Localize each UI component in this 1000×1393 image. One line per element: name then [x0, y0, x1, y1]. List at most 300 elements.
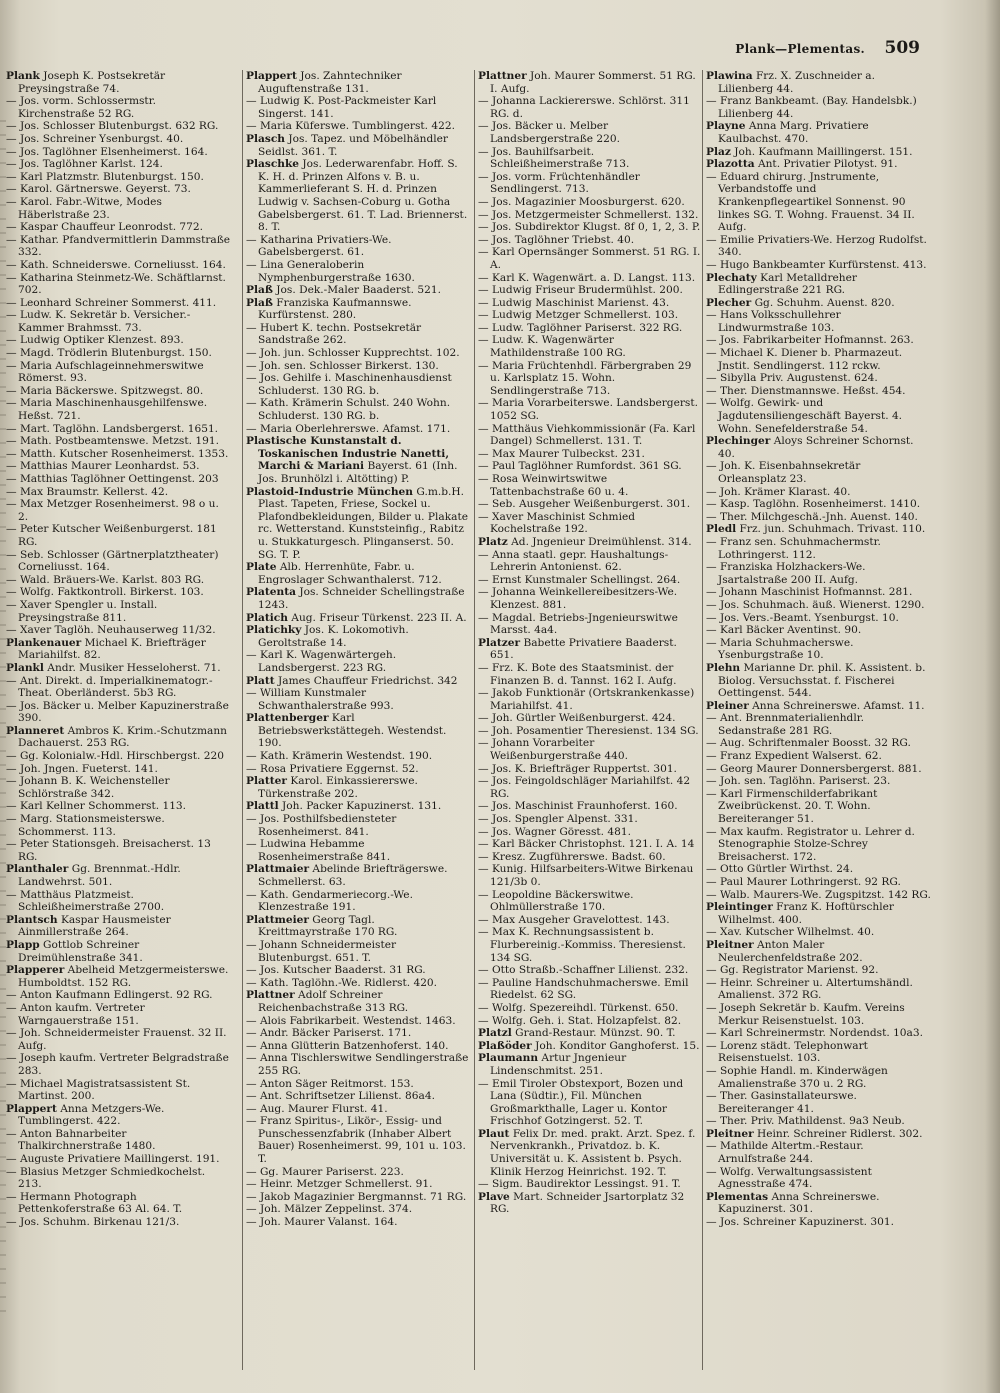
directory-entry — [706, 385, 931, 398]
directory-entry — [706, 523, 931, 536]
directory-entry — [6, 1191, 231, 1216]
entry-details: — Jos. Bäcker u. Melber Kapuzinerstraße 390. — [6, 699, 229, 725]
directory-entry — [6, 549, 231, 574]
directory-entry — [6, 725, 231, 750]
directory-entry — [706, 939, 931, 964]
directory-entry — [478, 926, 703, 964]
entry-details: Gottlob Schreiner Dreimühlenstraße 341. — [18, 938, 143, 964]
directory-entry — [706, 977, 931, 1002]
directory-entry — [706, 763, 931, 776]
directory-entry — [246, 234, 471, 259]
directory-entry — [706, 347, 931, 372]
entry-details: Artur Jngenieur Lindenschmitst. 251. — [490, 1052, 627, 1077]
entry-surname: Plapperer — [6, 964, 65, 977]
directory-entry — [706, 1002, 931, 1027]
entry-surname: Platzer — [478, 636, 521, 649]
entry-surname: Pleintinger — [706, 901, 773, 914]
entry-details: — Johann B. K. Weichensteller Schlörstraße 342. — [6, 775, 170, 800]
directory-entry — [478, 297, 703, 310]
entry-details: — Kath. Gendarmeriecorg.-We. Klenzestraße 191. — [246, 888, 413, 914]
directory-entry — [6, 889, 231, 914]
entry-details: Heinr. Schreiner Ridlerst. 302. — [753, 1127, 923, 1140]
entry-details: — Rosa Privatiere Eggernst. 52. — [246, 762, 419, 775]
entry-details: — Gg. Maurer Pariserst. 223. — [246, 1165, 404, 1178]
directory-entry — [706, 1090, 931, 1115]
directory-entry — [246, 989, 471, 1014]
entry-details: — Emilie Privatiers-We. Herzog Rudolfst. 340. — [706, 233, 927, 259]
directory-entry — [246, 435, 471, 485]
entry-details: — Joh. Maurer Valanst. 164. — [246, 1216, 398, 1229]
entry-details: — Johanna Weinkellereibesitzers-We. Klenzest. 881. — [478, 586, 678, 611]
entry-details: Anna Schreinerswe. Kapuzinerst. 301. — [718, 1190, 880, 1216]
entry-details: — Karl Opernsänger Sommerst. 51 RG. I. A. — [478, 246, 701, 271]
directory-entry — [6, 1128, 231, 1153]
entry-details: — Ant. Schriftsetzer Lilienst. 86a4. — [246, 1090, 435, 1103]
directory-entry — [478, 511, 703, 536]
entry-details: — Wolfg. Gewirk- und Jagdutensiliengeschäft Bayerst. 4. Wohn. Senefelderstraße 54. — [706, 397, 903, 435]
directory-entry — [246, 1052, 471, 1077]
directory-entry — [478, 637, 703, 662]
entry-details: — Maria Früchtenhdl. Färbergraben 29 u. Karlsplatz 15. Wohn. Sendlingerstraße 713. — [478, 359, 692, 397]
entry-details: — Karl K. Wagenwärtergeh. Landsbergerst. 223 RG. — [246, 649, 397, 674]
directory-entry — [246, 70, 471, 95]
entry-details: Aug. Friseur Türkenst. 223 II. A. — [287, 611, 467, 624]
directory-entry — [246, 423, 471, 436]
entry-surname: Plaut — [478, 1127, 510, 1140]
entry-details: — Anton Kaufmann Edlingerst. 92 RG. — [6, 989, 213, 1002]
entry-details: Joh. Packer Kapuzinerst. 131. — [278, 800, 442, 813]
entry-details: — Jos. K. Briefträger Ruppertst. 301. — [478, 762, 677, 775]
entry-details: — Jos. Wagner Göresst. 481. — [478, 825, 631, 838]
entry-details: — Max Ausgeher Gravelottest. 143. — [478, 913, 670, 926]
entry-details: — Jos. Posthilfsbediensteter Rosenheimerst. 841. — [246, 813, 397, 838]
entry-details: — Wald. Bräuers-We. Karlst. 803 RG. — [6, 573, 205, 586]
directory-entry — [706, 95, 931, 120]
entry-details: — Kath. Krämerin Westendst. 190. — [246, 750, 433, 763]
entry-details: — Ludw. K. Sekretär b. Versicher.-Kammer Brahmsst. 73. — [6, 309, 191, 334]
entry-details: — Maria Schuhmacherswe. Ysenburgstraße 10. — [706, 636, 854, 662]
entry-details: — Jakob Magazinier Bergmannst. 71 RG. — [246, 1190, 467, 1203]
column-rule — [242, 70, 243, 1370]
entry-details: — Joh. Mälzer Zeppelinst. 374. — [246, 1203, 413, 1216]
entry-details: Grand-Restaur. Münzst. 90. T. — [511, 1027, 676, 1040]
entry-details: — Joh. jun. Schlosser Kupprechtst. 102. — [246, 347, 460, 360]
directory-entry — [246, 1078, 471, 1091]
directory-entry — [706, 511, 931, 524]
directory-entry — [706, 750, 931, 763]
entry-details: Jos. Tapez. und Möbelhändler Seidlst. 361. T. — [258, 132, 448, 158]
directory-entry — [478, 95, 703, 120]
entry-surname: Plappert — [6, 1102, 57, 1115]
directory-entry — [246, 1203, 471, 1216]
entry-details: Jos. K. Lokomotivh. Geroltstraße 14. — [258, 624, 409, 649]
directory-entry — [6, 838, 231, 863]
entry-details: — Aug. Maurer Flurst. 41. — [246, 1102, 388, 1115]
directory-entry — [706, 259, 931, 272]
entry-details: — Alois Fabrikarbeit. Westendst. 1463. — [246, 1014, 456, 1027]
entry-details: — Gg. Kolonialw.-Hdl. Hirschbergst. 220 — [6, 750, 224, 763]
entry-surname: Plattmeier — [246, 913, 309, 926]
entry-details: Alb. Herrenhüte, Fabr. u. Engroslager Schwanthalerst. 712. — [258, 561, 442, 586]
directory-entry — [706, 146, 931, 159]
entry-details: — Jos. Gehilfe i. Maschinenhausdienst Schluderst. 130 RG. b. — [246, 372, 452, 397]
directory-entry — [6, 1166, 231, 1191]
entry-details: — Heinr. Metzger Schmellerst. 91. — [246, 1178, 433, 1191]
entry-details: — Anna Glütterin Batzenhoferst. 140. — [246, 1039, 449, 1052]
directory-entry — [6, 259, 231, 272]
entry-details: — Leopoldine Bäckerswitwe. Ohlmüllerstraße 170. — [478, 888, 634, 914]
directory-entry — [246, 120, 471, 133]
directory-entry — [6, 347, 231, 360]
directory-entry — [706, 435, 931, 460]
directory-entry — [6, 989, 231, 1002]
entry-details: Karl Metalldreher Edlingerstraße 221 RG. — [718, 271, 857, 297]
entry-details: — Seb. Ausgeher Weißenburgerst. 301. — [478, 498, 691, 511]
directory-entry — [6, 1103, 231, 1128]
entry-details: — Jos. Kutscher Baaderst. 31 RG. — [246, 964, 426, 977]
entry-surname: Plechaty — [706, 271, 757, 284]
directory-entry — [6, 435, 231, 448]
entry-details: — Mathilde Altertm.-Restaur. Arnulfstraße 244. — [706, 1140, 864, 1166]
directory-entry — [706, 1216, 931, 1229]
directory-entry — [478, 322, 703, 335]
entry-details: — Peter Kutscher Weißenburgerst. 181 RG. — [6, 523, 217, 548]
entry-surname: Plate — [246, 561, 277, 574]
entry-details: Joh. Konditor Ganghoferst. 15. — [531, 1039, 700, 1052]
directory-entry — [6, 272, 231, 297]
entry-details: — Karl Platzmstr. Blutenburgst. 150. — [6, 170, 204, 183]
entry-details: — Karl Bäcker Aventinst. 90. — [706, 624, 862, 637]
directory-entry — [6, 599, 231, 624]
entry-details: — Max K. Rechnungsassistent b. Flurbereinig.-Kommiss. Theresienst. 134 SG. — [478, 926, 686, 964]
directory-entry — [706, 460, 931, 485]
directory-entry — [478, 851, 703, 864]
entry-details: — Joh. Schneidermeister Frauenst. 32 II. Aufg. — [6, 1027, 227, 1052]
directory-entry — [6, 775, 231, 800]
directory-entry — [6, 397, 231, 422]
entry-details: Marianne Dr. phil. K. Assistent. b. Biolog. Versuchsstat. f. Fischerei Oettingenst. 544. — [718, 661, 926, 700]
entry-details: Abelinde Briefträgerswe. Schmellerst. 63. — [258, 863, 448, 888]
entry-details: — Johanna Lackiererswe. Schlörst. 311 RG. d. — [478, 95, 690, 120]
directory-entry — [6, 234, 231, 259]
entry-details: — Jos. Bauhilfsarbeit. Schleißheimerstraße 713. — [478, 145, 630, 171]
entry-details: — Jos. Feingoldschläger Mariahilfst. 42 RG. — [478, 775, 691, 800]
entry-details: — Joh. Krämer Klarast. 40. — [706, 485, 851, 498]
entry-details: — Frz. K. Bote des Staatsminist. der Finanzen B. d. Tannst. 162 I. Aufg. — [478, 661, 677, 687]
entry-details: — Sigm. Baudirektor Lessingst. 91. T. — [478, 1178, 681, 1191]
entry-details: — Matth. Kutscher Rosenheimerst. 1353. — [6, 447, 229, 460]
directory-entry — [246, 939, 471, 964]
directory-columns — [6, 70, 931, 1380]
column-4 — [706, 70, 931, 1380]
entry-details: — Max kaufm. Registrator u. Lehrer d. Stenographie Stolze-Schrey Breisacherst. 172. — [706, 825, 915, 863]
directory-entry — [246, 133, 471, 158]
directory-entry — [478, 397, 703, 422]
directory-entry — [478, 737, 703, 762]
directory-entry — [478, 763, 703, 776]
entry-details: — Johann Schneidermeister Blutenburgst. 651. T. — [246, 938, 397, 964]
directory-entry — [478, 460, 703, 473]
directory-entry — [246, 800, 471, 813]
directory-entry — [706, 1128, 931, 1141]
entry-details: — Jos. Schreiner Kapuzinerst. 301. — [706, 1216, 894, 1229]
directory-entry — [706, 1191, 931, 1216]
directory-entry — [706, 700, 931, 713]
directory-entry — [246, 1027, 471, 1040]
directory-entry — [706, 1166, 931, 1191]
entry-surname: Plaß — [246, 296, 273, 309]
entry-details: — Jos. vorm. Schlossermstr. Kirchenstraße 52 RG. — [6, 95, 156, 120]
directory-entry — [706, 637, 931, 662]
directory-entry — [478, 775, 703, 800]
directory-entry — [246, 486, 471, 562]
entry-details: — Anton Säger Reitmorst. 153. — [246, 1077, 414, 1090]
entry-details: Mart. Schneider Jsartorplatz 32 RG. — [490, 1190, 685, 1216]
entry-details: — Seb. Schlosser (Gärtnerplatztheater) Corneliusst. 164. — [6, 548, 219, 574]
entry-details: — Georg Maurer Donnersbergerst. 881. — [706, 762, 922, 775]
directory-entry — [246, 1216, 471, 1229]
entry-details: — Kresz. Zugführerswe. Badst. 60. — [478, 850, 666, 863]
directory-entry — [6, 133, 231, 146]
directory-entry — [246, 284, 471, 297]
entry-details: — Anna staatl. gepr. Haushaltungs-Lehrerin Antonienst. 62. — [478, 548, 669, 574]
entry-details: — Jos. vorm. Früchtenhändler Sendlingerst. 713. — [478, 170, 640, 196]
entry-details: — Maria Aufschlageinnehmerswitwe Römerst. 93. — [6, 359, 204, 385]
entry-details: — Marg. Stationsmeisterswe. Schommerst. 113. — [6, 813, 165, 838]
directory-entry — [478, 800, 703, 813]
directory-entry — [478, 1052, 703, 1077]
page-number: 509 — [884, 38, 920, 58]
entry-surname: Plastoid-Industrie München — [246, 485, 413, 498]
directory-entry — [706, 372, 931, 385]
entry-details: — Ludw. K. Wagenwärter Mathildenstraße 100 RG. — [478, 334, 626, 360]
directory-entry — [706, 70, 931, 95]
entry-details: — Ludwig Optiker Klenzest. 893. — [6, 334, 184, 347]
directory-entry — [706, 1040, 931, 1065]
directory-entry — [706, 788, 931, 826]
directory-entry — [478, 813, 703, 826]
entry-surname: Plankenauer — [6, 636, 82, 649]
directory-entry — [6, 914, 231, 939]
directory-entry — [478, 725, 703, 738]
directory-entry — [478, 549, 703, 574]
directory-entry — [478, 196, 703, 209]
directory-entry — [706, 826, 931, 864]
directory-entry — [6, 624, 231, 637]
entry-details: — Leonhard Schreiner Sommerst. 411. — [6, 296, 217, 309]
entry-details: — Ludwig Friseur Brudermühlst. 200. — [478, 284, 683, 297]
entry-surname: Plattenberger — [246, 712, 329, 725]
entry-surname: Pleiner — [706, 699, 749, 712]
directory-entry — [706, 120, 931, 145]
entry-details: Franziska Kaufmannswe. Kurfürstenst. 280. — [258, 296, 412, 322]
running-head: Plank—Plementas. — [735, 42, 865, 56]
entry-surname: Plecher — [706, 296, 752, 309]
directory-entry — [706, 712, 931, 737]
directory-entry — [6, 221, 231, 234]
entry-surname: Pleitner — [706, 938, 754, 951]
directory-entry — [478, 1002, 703, 1015]
directory-entry — [478, 838, 703, 851]
directory-entry — [246, 1115, 471, 1165]
entry-details: — Hans Volksschullehrer Lindwurmstraße 103. — [706, 309, 841, 334]
entry-details: — Kath. Schneiderswe. Corneliusst. 164. — [6, 258, 226, 271]
directory-entry — [6, 171, 231, 184]
entry-details: — Gg. Registrator Marienst. 92. — [706, 964, 879, 977]
directory-entry — [706, 234, 931, 259]
page-header — [0, 36, 1000, 62]
entry-details: Georg Tagl. Kreittmayrstraße 170 RG. — [258, 913, 398, 939]
directory-entry — [478, 914, 703, 927]
directory-entry — [246, 1040, 471, 1053]
directory-entry — [478, 574, 703, 587]
entry-details: Ambros K. Krim.-Schutzmann Dachauerst. 253 RG. — [18, 724, 227, 750]
entry-details: James Chauffeur Friedrichst. 342 — [274, 674, 458, 687]
entry-details: Jos. Schneider Schellingstraße 1243. — [258, 586, 465, 611]
directory-entry — [706, 612, 931, 625]
entry-details: — Michael K. Diener b. Pharmazeut. Jnstit. Sendlingerst. 112 rckw. — [706, 347, 903, 372]
directory-entry — [478, 536, 703, 549]
entry-details: Joh. Maurer Sommerst. 51 RG. I. Aufg. — [490, 70, 696, 95]
directory-entry — [6, 1078, 231, 1103]
directory-entry — [246, 813, 471, 838]
entry-details: — Jos. Magazinier Moosburgerst. 620. — [478, 195, 685, 208]
directory-entry — [6, 70, 231, 95]
entry-details: Abelheid Metzgermeisterswe. Humboldtst. 152 RG. — [18, 964, 229, 989]
directory-entry — [478, 1178, 703, 1191]
directory-entry — [246, 561, 471, 586]
entry-details: — Jos. Schlosser Blutenburgst. 632 RG. — [6, 120, 219, 133]
entry-details: — Ludwig Maschinist Marienst. 43. — [478, 296, 670, 309]
entry-details: — Ludw. Taglöhner Pariserst. 322 RG. — [478, 321, 683, 334]
entry-surname: Platzl — [478, 1027, 512, 1040]
entry-details: — Michael Magistratsassistent St. Martinst. 200. — [6, 1077, 191, 1103]
entry-details: — Jos. Taglöhner Elsenheimerst. 164. — [6, 145, 208, 158]
directory-entry — [246, 360, 471, 373]
directory-entry — [478, 209, 703, 222]
directory-entry — [478, 612, 703, 637]
entry-details: Franz K. Hoftürschler Wilhelmst. 400. — [718, 901, 894, 926]
directory-entry — [478, 448, 703, 461]
directory-entry — [6, 813, 231, 838]
directory-entry — [478, 360, 703, 398]
directory-entry — [478, 863, 703, 888]
entry-details: — Jos. Schuhmach. äuß. Wienerst. 1290. — [706, 598, 925, 611]
entry-details: — Kasp. Taglöhn. Rosenheimerst. 1410. — [706, 498, 921, 511]
entry-details: — Ant. Direkt. d. Imperialkinematogr.-Theat. Oberländerst. 5b3 RG. — [6, 674, 213, 700]
directory-entry — [246, 675, 471, 688]
directory-entry — [6, 750, 231, 763]
directory-entry — [706, 498, 931, 511]
entry-details: — Maria Maschinenhausgehilfenswe. Heßst. 721. — [6, 397, 208, 423]
entry-details: Karol. Einkassiererswe. Türkenstraße 202. — [258, 775, 418, 800]
entry-surname: Plaßöder — [478, 1039, 532, 1052]
entry-details: — Matthias Maurer Leonhardst. 53. — [6, 460, 200, 473]
entry-surname: Planthaler — [6, 863, 69, 876]
entry-details: — Ernst Kunstmaler Schellingst. 264. — [478, 573, 681, 586]
directory-entry — [6, 360, 231, 385]
directory-entry — [478, 712, 703, 725]
entry-surname: Plaß — [246, 284, 273, 297]
directory-entry — [6, 675, 231, 700]
entry-details: — Paul Taglöhner Rumfordst. 361 SG. — [478, 460, 682, 473]
entry-details: — Jos. Taglöhner Karlst. 124. — [6, 158, 163, 171]
entry-details: — Hubert K. techn. Postsekretär Sandstraße 262. — [246, 321, 422, 347]
entry-details: Gg. Schuhm. Auenst. 820. — [751, 296, 895, 309]
entry-details: — Maria Oberlehrerswe. Afamst. 171. — [246, 422, 451, 435]
directory-entry — [246, 1166, 471, 1179]
directory-entry — [706, 486, 931, 499]
directory-entry — [706, 536, 931, 561]
entry-details: — Mart. Taglöhn. Landsbergerst. 1651. — [6, 422, 219, 435]
entry-surname: Planneret — [6, 724, 65, 737]
directory-entry — [706, 309, 931, 334]
entry-details: — Xaver Taglöh. Neuhauserweg 11/32. — [6, 624, 216, 637]
directory-entry — [706, 158, 931, 171]
directory-entry — [706, 662, 931, 700]
entry-details: — Katharina Steinmetz-We. Schäftlarnst. 702. — [6, 271, 226, 297]
entry-details: — Karl K. Wagenwärt. a. D. Langst. 113. — [478, 271, 696, 284]
directory-entry — [6, 146, 231, 159]
entry-details: Anna Marg. Privatiere Kaulbachst. 470. — [718, 120, 869, 145]
entry-surname: Platter — [246, 775, 287, 788]
directory-entry — [706, 272, 931, 297]
directory-entry — [478, 284, 703, 297]
entry-details: — Peter Stationsgeh. Breisacherst. 13 RG. — [6, 838, 211, 863]
entry-details: — Kath. Taglöhn.-We. Ridlerst. 420. — [246, 976, 438, 989]
directory-entry — [246, 964, 471, 977]
entry-surname: Plaz — [706, 145, 731, 158]
entry-details: Anna Schreinerswe. Afamst. 11. — [748, 699, 925, 712]
directory-entry — [246, 1015, 471, 1028]
entry-details: — Kunig. Hilfsarbeiters-Witwe Birkenau 121/3b 0. — [478, 863, 694, 888]
directory-entry — [6, 385, 231, 398]
entry-details: — Lorenz städt. Telephonwart Reisenstuelst. 103. — [706, 1039, 868, 1065]
entry-details: — Franziska Holzhackers-We. Jsartalstraße 200 II. Aufg. — [706, 561, 866, 586]
entry-surname: Plaschke — [246, 158, 300, 171]
entry-details: — Joh. sen. Taglöhn. Pariserst. 23. — [706, 775, 891, 788]
directory-entry — [478, 1191, 703, 1216]
entry-details: — Jos. Schuhm. Birkenau 121/3. — [6, 1216, 180, 1229]
directory-entry — [6, 1216, 231, 1229]
entry-details: — Jos. Bäcker u. Melber Landsbergerstraße 220. — [478, 120, 620, 145]
directory-entry — [6, 574, 231, 587]
entry-details: Aloys Schreiner Schornst. 40. — [718, 435, 914, 460]
directory-entry — [706, 624, 931, 637]
entry-surname: Plappert — [246, 70, 297, 82]
directory-entry — [6, 460, 231, 473]
directory-entry — [246, 889, 471, 914]
entry-details: — Sibylla Priv. Augustenst. 624. — [706, 372, 878, 385]
entry-details: — Wolfg. Faktkontroll. Birkerst. 103. — [6, 586, 204, 599]
directory-entry — [706, 876, 931, 889]
directory-entry — [706, 561, 931, 586]
entry-surname: Playne — [706, 120, 746, 133]
entry-details: — Wolfg. Spezereihdl. Türkenst. 650. — [478, 1001, 679, 1014]
directory-entry — [6, 183, 231, 196]
entry-details: — Otto Straßb.-Schaffner Lilienst. 232. — [478, 964, 689, 977]
entry-details: — Walb. Maurers-We. Zugspitzst. 142 RG. — [706, 888, 931, 901]
directory-entry — [6, 448, 231, 461]
directory-entry — [478, 826, 703, 839]
entry-details: Jos. Lederwarenfabr. Hoff. S. K. H. d. Prinzen Alfons v. B. u. Kammerlieferant S. H. d. Prinzen Ludwig v. Sachsen-Coburg u. Gotha Gabelsbergerst. 61. T. Lad. Briennerst. 8. T. — [258, 158, 468, 234]
directory-entry — [246, 1090, 471, 1103]
entry-details: — Anton Bahnarbeiter Thalkirchnerstraße 1480. — [6, 1127, 156, 1153]
directory-entry — [246, 158, 471, 234]
directory-entry — [478, 334, 703, 359]
entry-details: Joh. Kaufmann Maillingerst. 151. — [730, 145, 913, 158]
entry-details: Anton Maler Neulerchenfeldstraße 202. — [718, 938, 863, 964]
